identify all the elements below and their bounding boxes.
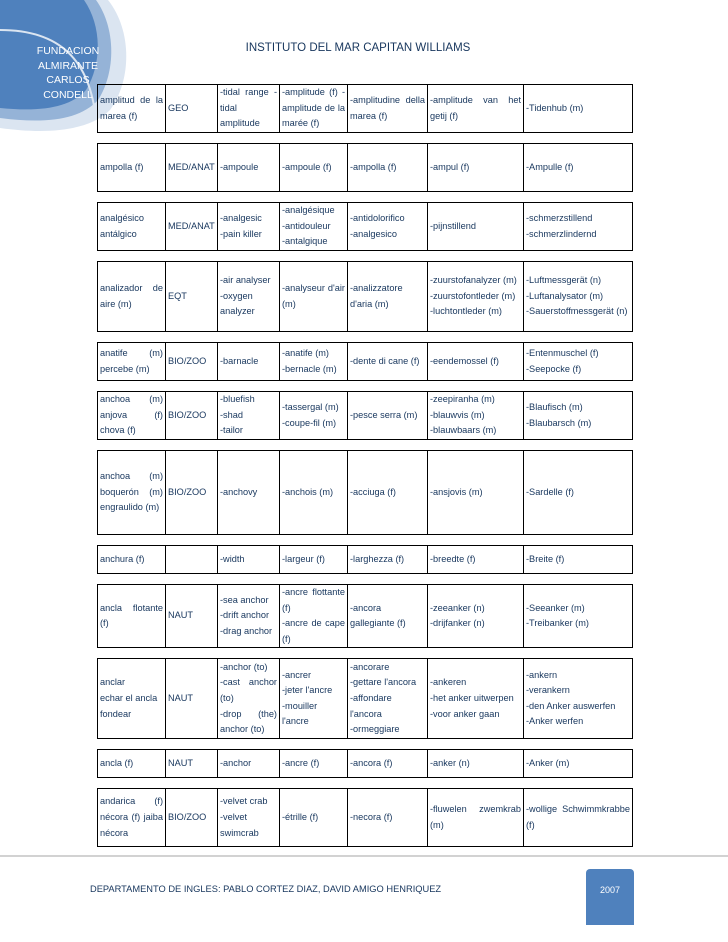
cell-english <box>218 750 280 778</box>
german-term: -Treibanker (m) <box>526 618 589 629</box>
cell-field <box>166 750 218 778</box>
dutch-term: -luchtontleder (m) <box>430 306 502 317</box>
english-term: -tailor <box>220 425 243 436</box>
dutch-term: -ankeren <box>430 677 467 688</box>
italian-term: -analizzatore d'aria (m) <box>350 282 403 309</box>
french-term: -amplitude (f) -amplitude de la marée (f) <box>282 87 345 129</box>
row-spacer-cell <box>98 440 633 451</box>
row-spacer <box>98 535 633 546</box>
german-term: -Luftmessgerät (n) <box>526 275 602 286</box>
italian-term: -dente di cane (f) <box>350 355 420 366</box>
spanish-term: anchoa (m) anjova (f) chova (f) <box>100 394 163 436</box>
german-term: -Anker werfen <box>526 716 584 727</box>
cell-italian <box>348 451 428 535</box>
spanish-term: anchoa (m) boquerón (m) engraulido (m) <box>100 471 163 513</box>
german-term: -ankern <box>526 669 558 680</box>
french-term: -anchois (m) <box>282 486 334 497</box>
cell-spanish <box>98 659 166 739</box>
field-term: MED/ANAT <box>168 220 215 231</box>
cell-english <box>218 585 280 648</box>
french-term: -analgésique <box>282 205 335 216</box>
french-term: -jeter l'ancre <box>282 685 333 696</box>
english-term: -oxygen analyzer <box>220 290 255 317</box>
italian-term: -necora (f) <box>350 812 393 823</box>
german-term: -wollige Schwimmkrabbe (f) <box>526 804 630 830</box>
cell-english <box>218 343 280 381</box>
cell-dutch <box>428 750 524 778</box>
dutch-term: -blauwvis (m) <box>430 409 485 420</box>
dutch-term: -zuurstofontleder (m) <box>430 290 516 301</box>
english-term: -sea anchor <box>220 594 269 605</box>
german-term: -verankern <box>526 685 570 696</box>
row-spacer <box>98 574 633 585</box>
field-term: NAUT <box>168 693 194 704</box>
italian-term: -amplitudine della marea (f) <box>350 94 425 121</box>
french-term: -anatife (m) <box>282 347 329 358</box>
field-term: MED/ANAT <box>168 161 215 172</box>
glossary-table-body <box>98 85 633 847</box>
german-term: -Blaubarsch (m) <box>526 417 592 428</box>
dutch-term: -zeeanker (n) <box>430 602 485 613</box>
cell-french <box>280 85 348 133</box>
field-term: BIO/ZOO <box>168 486 207 497</box>
org-line: CARLOS <box>46 74 90 86</box>
org-line: ALMIRANTE <box>37 59 99 72</box>
row-spacer <box>98 251 633 262</box>
cell-italian <box>348 659 428 739</box>
table-row <box>98 451 633 535</box>
field-term: EQT <box>168 290 187 301</box>
cell-dutch <box>428 203 524 251</box>
dutch-term: -ansjovis (m) <box>430 486 483 497</box>
french-term: -tassergal (m) <box>282 401 339 412</box>
cell-field <box>166 203 218 251</box>
row-spacer-cell <box>98 574 633 585</box>
row-spacer-cell <box>98 739 633 750</box>
cell-field <box>166 546 218 574</box>
cell-field <box>166 392 218 440</box>
field-term: BIO/ZOO <box>168 409 207 420</box>
row-spacer <box>98 440 633 451</box>
english-term: -tidal range -tidal amplitude <box>220 87 277 129</box>
cell-german <box>524 750 633 778</box>
cell-english <box>218 546 280 574</box>
italian-term: -larghezza (f) <box>350 553 405 564</box>
german-term: -Sauerstoffmessgerät (n) <box>526 306 628 317</box>
cell-french <box>280 750 348 778</box>
cell-dutch <box>428 343 524 381</box>
cell-dutch <box>428 85 524 133</box>
field-term: BIO/ZOO <box>168 812 207 823</box>
french-term: -largeur (f) <box>282 553 325 564</box>
spanish-term: andarica (f) nécora (f) jaiba nécora <box>100 796 163 838</box>
cell-german <box>524 144 633 192</box>
table-row <box>98 262 633 332</box>
german-term: -Luftanalysator (m) <box>526 290 604 301</box>
dutch-term: -ampul (f) <box>430 161 470 172</box>
cell-french <box>280 144 348 192</box>
spanish-term: analgésico antálgico <box>100 212 144 239</box>
german-term: -Tidenhub (m) <box>526 102 584 113</box>
row-spacer <box>98 648 633 659</box>
italian-term: -ormeggiare <box>350 724 400 735</box>
cell-dutch <box>428 585 524 648</box>
cell-field <box>166 343 218 381</box>
cell-french <box>280 789 348 847</box>
cell-german <box>524 262 633 332</box>
french-term: -bernacle (m) <box>282 363 337 374</box>
german-term: -den Anker auswerfen <box>526 700 616 711</box>
org-line: FUNDACION <box>36 45 100 57</box>
cell-dutch <box>428 392 524 440</box>
french-term: -ancre flottante (f) <box>282 587 345 613</box>
cell-german <box>524 789 633 847</box>
german-term: -Blaufisch (m) <box>526 401 583 412</box>
cell-italian <box>348 546 428 574</box>
german-term: -Seeanker (m) <box>526 602 585 613</box>
german-term: -Ampulle (f) <box>526 161 574 172</box>
cell-french <box>280 585 348 648</box>
spanish-term: anclar <box>100 677 126 688</box>
cell-french <box>280 343 348 381</box>
french-term: -antalgique <box>282 236 328 247</box>
cell-field <box>166 451 218 535</box>
organization-name <box>28 44 108 102</box>
cell-english <box>218 85 280 133</box>
french-term: -ancre (f) <box>282 758 320 769</box>
english-term: -drop (the) anchor (to) <box>220 708 277 735</box>
english-term: -cast anchor (to) <box>220 677 277 704</box>
dutch-term: -zuurstofanalyzer (m) <box>430 275 517 286</box>
italian-term: -ancora gallegiante (f) <box>350 602 406 629</box>
cell-english <box>218 392 280 440</box>
english-term: -velvet crab <box>220 796 268 807</box>
table-row <box>98 343 633 381</box>
french-term: -mouiller l'ancre <box>282 700 318 727</box>
english-term: -anchor <box>220 758 252 769</box>
cell-german <box>524 546 633 574</box>
english-term: -shad <box>220 409 243 420</box>
field-term: NAUT <box>168 758 194 769</box>
dutch-term: -het anker uitwerpen <box>430 693 514 704</box>
dutch-term: -anker (n) <box>430 758 470 769</box>
dutch-term: -blauwbaars (m) <box>430 425 497 436</box>
table-row <box>98 659 633 739</box>
spanish-term: ancla flotante (f) <box>100 602 163 629</box>
cell-field <box>166 144 218 192</box>
spanish-term: amplitud de la marea (f) <box>100 94 163 121</box>
english-term: -ampoule <box>220 161 259 172</box>
german-term: -schmerzstillend <box>526 212 593 223</box>
cell-spanish <box>98 144 166 192</box>
cell-spanish <box>98 750 166 778</box>
cell-german <box>524 343 633 381</box>
french-term: -ancrer <box>282 669 312 680</box>
cell-italian <box>348 203 428 251</box>
cell-spanish <box>98 789 166 847</box>
english-term: -air analyser <box>220 275 271 286</box>
cell-german <box>524 392 633 440</box>
row-spacer <box>98 778 633 789</box>
table-row <box>98 789 633 847</box>
cell-field <box>166 262 218 332</box>
cell-field <box>166 85 218 133</box>
french-term: -antidouleur <box>282 220 331 231</box>
spanish-term: analizador de aire (m) <box>100 282 163 309</box>
german-term: -Breite (f) <box>526 553 565 564</box>
english-term: -drift anchor <box>220 610 270 621</box>
cell-spanish <box>98 343 166 381</box>
cell-dutch <box>428 546 524 574</box>
cell-french <box>280 546 348 574</box>
row-spacer-cell <box>98 648 633 659</box>
cell-dutch <box>428 144 524 192</box>
cell-italian <box>348 343 428 381</box>
row-spacer-cell <box>98 192 633 203</box>
dutch-term: -fluwelen zwemkrab (m) <box>430 804 521 830</box>
dutch-term: -pijnstillend <box>430 220 476 231</box>
english-term: -barnacle <box>220 355 259 366</box>
cell-english <box>218 262 280 332</box>
cell-italian <box>348 789 428 847</box>
row-spacer <box>98 133 633 144</box>
cell-spanish <box>98 392 166 440</box>
italian-term: -affondare l'ancora <box>350 693 392 719</box>
french-term: -coupe-fil (m) <box>282 417 337 428</box>
row-spacer <box>98 381 633 392</box>
dutch-term: -zeepiranha (m) <box>430 394 495 405</box>
english-term: -anchor (to) <box>220 661 268 672</box>
table-row <box>98 144 633 192</box>
cell-french <box>280 451 348 535</box>
cell-english <box>218 203 280 251</box>
row-spacer <box>98 192 633 203</box>
italian-term: -ancora (f) <box>350 758 393 769</box>
cell-german <box>524 451 633 535</box>
cell-french <box>280 203 348 251</box>
italian-term: -ampolla (f) <box>350 161 397 172</box>
table-row <box>98 546 633 574</box>
english-term: -analgesic <box>220 212 262 223</box>
english-term: -anchovy <box>220 486 258 497</box>
table-row <box>98 203 633 251</box>
dutch-term: -amplitude van het getij (f) <box>430 94 521 121</box>
cell-italian <box>348 85 428 133</box>
cell-spanish <box>98 585 166 648</box>
cell-french <box>280 392 348 440</box>
dutch-term: -eendemossel (f) <box>430 355 499 366</box>
cell-german <box>524 203 633 251</box>
cell-italian <box>348 144 428 192</box>
italian-term: -pesce serra (m) <box>350 409 418 420</box>
cell-german <box>524 659 633 739</box>
dutch-term: -breedte (f) <box>430 553 476 564</box>
english-term: -pain killer <box>220 228 262 239</box>
italian-term: -analgesico <box>350 228 397 239</box>
cell-spanish <box>98 451 166 535</box>
dutch-term: -voor anker gaan <box>430 708 500 719</box>
english-term: -velvet swimcrab <box>220 812 259 838</box>
page-title: INSTITUTO DEL MAR CAPITAN WILLIAMS <box>245 42 471 54</box>
footer-department: DEPARTAMENTO DE INGLES: PABLO CORTEZ DIAZ, DAVID AMIGO HENRIQUEZ <box>90 884 442 894</box>
english-term: -bluefish <box>220 394 255 405</box>
spanish-term: anchura (f) <box>100 553 145 564</box>
table-row <box>98 585 633 648</box>
table-row <box>98 85 633 133</box>
table-row <box>98 392 633 440</box>
spanish-term: anatife (m) percebe (m) <box>100 347 163 374</box>
spanish-term: fondear <box>100 708 132 719</box>
field-term: NAUT <box>168 610 194 621</box>
cell-dutch <box>428 659 524 739</box>
cell-italian <box>348 392 428 440</box>
row-spacer <box>98 739 633 750</box>
cell-dutch <box>428 262 524 332</box>
field-term: GEO <box>168 102 189 113</box>
cell-spanish <box>98 262 166 332</box>
footer-year: 2007 <box>599 885 621 895</box>
spanish-term: echar el ancla <box>100 693 158 704</box>
field-term: BIO/ZOO <box>168 355 207 366</box>
french-term: -étrille (f) <box>282 812 319 823</box>
german-term: -schmerzlindernd <box>526 228 597 239</box>
english-term: -width <box>220 553 245 564</box>
french-term: -ampoule (f) <box>282 161 332 172</box>
cell-spanish <box>98 203 166 251</box>
english-term: -drag anchor <box>220 625 273 636</box>
dutch-term: -drijfanker (n) <box>430 618 485 629</box>
german-term: -Sardelle (f) <box>526 486 574 497</box>
cell-german <box>524 585 633 648</box>
cell-dutch <box>428 789 524 847</box>
cell-field <box>166 585 218 648</box>
cell-german <box>524 85 633 133</box>
cell-spanish <box>98 546 166 574</box>
row-spacer-cell <box>98 332 633 343</box>
cell-spanish <box>98 85 166 133</box>
german-term: -Entenmuschel (f) <box>526 347 599 358</box>
cell-italian <box>348 750 428 778</box>
row-spacer-cell <box>98 535 633 546</box>
italian-term: -antidolorifico <box>350 212 405 223</box>
cell-italian <box>348 262 428 332</box>
italian-term: -ancorare <box>350 661 390 672</box>
cell-dutch <box>428 451 524 535</box>
org-line: CONDELL <box>43 88 93 101</box>
row-spacer-cell <box>98 778 633 789</box>
spanish-term: ampolla (f) <box>100 161 144 172</box>
row-spacer <box>98 332 633 343</box>
italian-term: -acciuga (f) <box>350 486 396 497</box>
cell-italian <box>348 585 428 648</box>
german-term: -Seepocke (f) <box>526 363 582 374</box>
italian-term: -gettare l'ancora <box>350 677 417 688</box>
table-row <box>98 750 633 778</box>
french-term: -ancre de cape (f) <box>282 618 345 644</box>
cell-french <box>280 262 348 332</box>
cell-french <box>280 659 348 739</box>
row-spacer-cell <box>98 251 633 262</box>
cell-english <box>218 789 280 847</box>
spanish-term: ancla (f) <box>100 758 134 769</box>
cell-english <box>218 451 280 535</box>
cell-field <box>166 659 218 739</box>
cell-english <box>218 144 280 192</box>
row-spacer-cell <box>98 133 633 144</box>
french-term: -analyseur d'air (m) <box>282 282 345 309</box>
year-badge <box>586 869 634 925</box>
german-term: -Anker (m) <box>526 758 570 769</box>
row-spacer-cell <box>98 381 633 392</box>
glossary-table <box>97 84 633 847</box>
cell-field <box>166 789 218 847</box>
cell-english <box>218 659 280 739</box>
